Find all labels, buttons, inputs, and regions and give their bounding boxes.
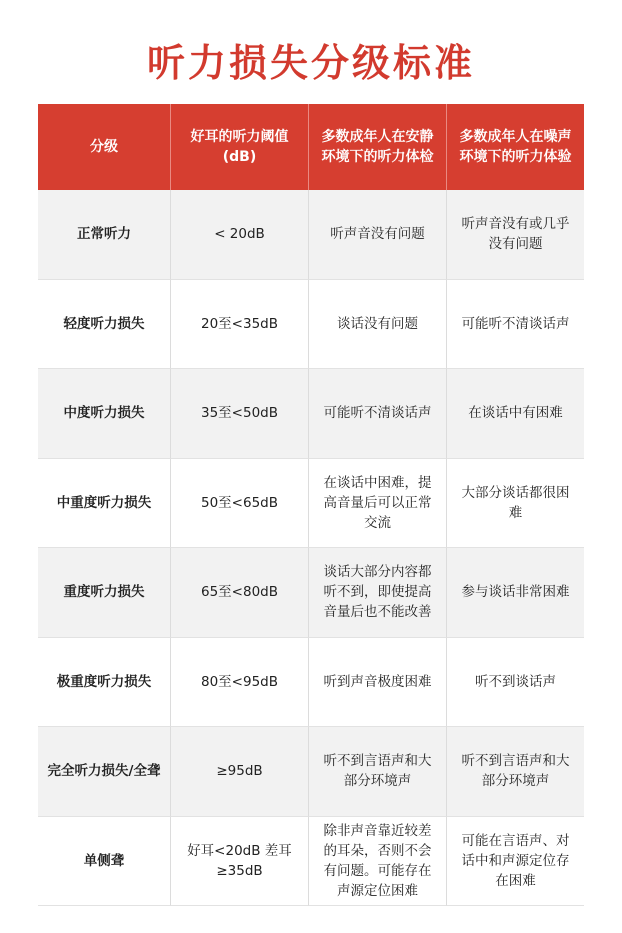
threshold-cell: 20至<35dB <box>171 280 309 370</box>
table-row <box>38 190 584 280</box>
threshold-cell: 好耳<20dB 差耳≥35dB <box>171 817 309 907</box>
header-grade: 分级 <box>38 104 171 190</box>
threshold-cell: 50至<65dB <box>171 459 309 549</box>
threshold-cell: 35至<50dB <box>171 369 309 459</box>
quiet-cell: 可能听不清谈话声 <box>309 369 447 459</box>
threshold-cell: 65至<80dB <box>171 548 309 638</box>
noise-cell: 可能在言语声、对话中和声源定位存在困难 <box>447 817 584 907</box>
noise-cell: 在谈话中有困难 <box>447 369 584 459</box>
noise-cell: 听声音没有或几乎没有问题 <box>447 190 584 280</box>
header-noise-experience: 多数成年人在噪声环境下的听力体验 <box>447 104 584 190</box>
table-row <box>38 638 584 728</box>
table-row <box>38 817 584 907</box>
table-row <box>38 459 584 549</box>
grade-cell: 重度听力损失 <box>38 548 171 638</box>
noise-cell: 听不到谈话声 <box>447 638 584 728</box>
quiet-cell: 除非声音靠近较差的耳朵，否则不会有问题。可能存在声源定位困难 <box>309 817 447 907</box>
quiet-cell: 谈话没有问题 <box>309 280 447 370</box>
hearing-loss-table <box>38 104 584 906</box>
grade-cell: 中度听力损失 <box>38 369 171 459</box>
header-quiet-experience: 多数成年人在安静环境下的听力体检 <box>309 104 447 190</box>
header-threshold: 好耳的听力阈值(dB) <box>171 104 309 190</box>
grade-cell: 极重度听力损失 <box>38 638 171 728</box>
page-title: 听力损失分级标准 <box>146 41 475 85</box>
table-row <box>38 548 584 638</box>
noise-cell: 可能听不清谈话声 <box>447 280 584 370</box>
quiet-cell: 听不到言语声和大部分环境声 <box>309 727 447 817</box>
noise-cell: 听不到言语声和大部分环境声 <box>447 727 584 817</box>
noise-cell: 参与谈话非常困难 <box>447 548 584 638</box>
grade-cell: 中重度听力损失 <box>38 459 171 549</box>
grade-cell: 单侧聋 <box>38 817 171 907</box>
quiet-cell: 听声音没有问题 <box>309 190 447 280</box>
threshold-cell: ≥95dB <box>171 727 309 817</box>
table-header-row <box>38 104 584 190</box>
grade-cell: 轻度听力损失 <box>38 280 171 370</box>
table-row <box>38 280 584 370</box>
table-row <box>38 369 584 459</box>
threshold-cell: < 20dB <box>171 190 309 280</box>
noise-cell: 大部分谈话都很困难 <box>447 459 584 549</box>
table-row <box>38 727 584 817</box>
quiet-cell: 谈话大部分内容都听不到，即使提高音量后也不能改善 <box>309 548 447 638</box>
threshold-cell: 80至<95dB <box>171 638 309 728</box>
grade-cell: 完全听力损失/全聋 <box>38 727 171 817</box>
quiet-cell: 听到声音极度困难 <box>309 638 447 728</box>
quiet-cell: 在谈话中困难，提高音量后可以正常交流 <box>309 459 447 549</box>
table-body <box>38 190 584 906</box>
grade-cell: 正常听力 <box>38 190 171 280</box>
